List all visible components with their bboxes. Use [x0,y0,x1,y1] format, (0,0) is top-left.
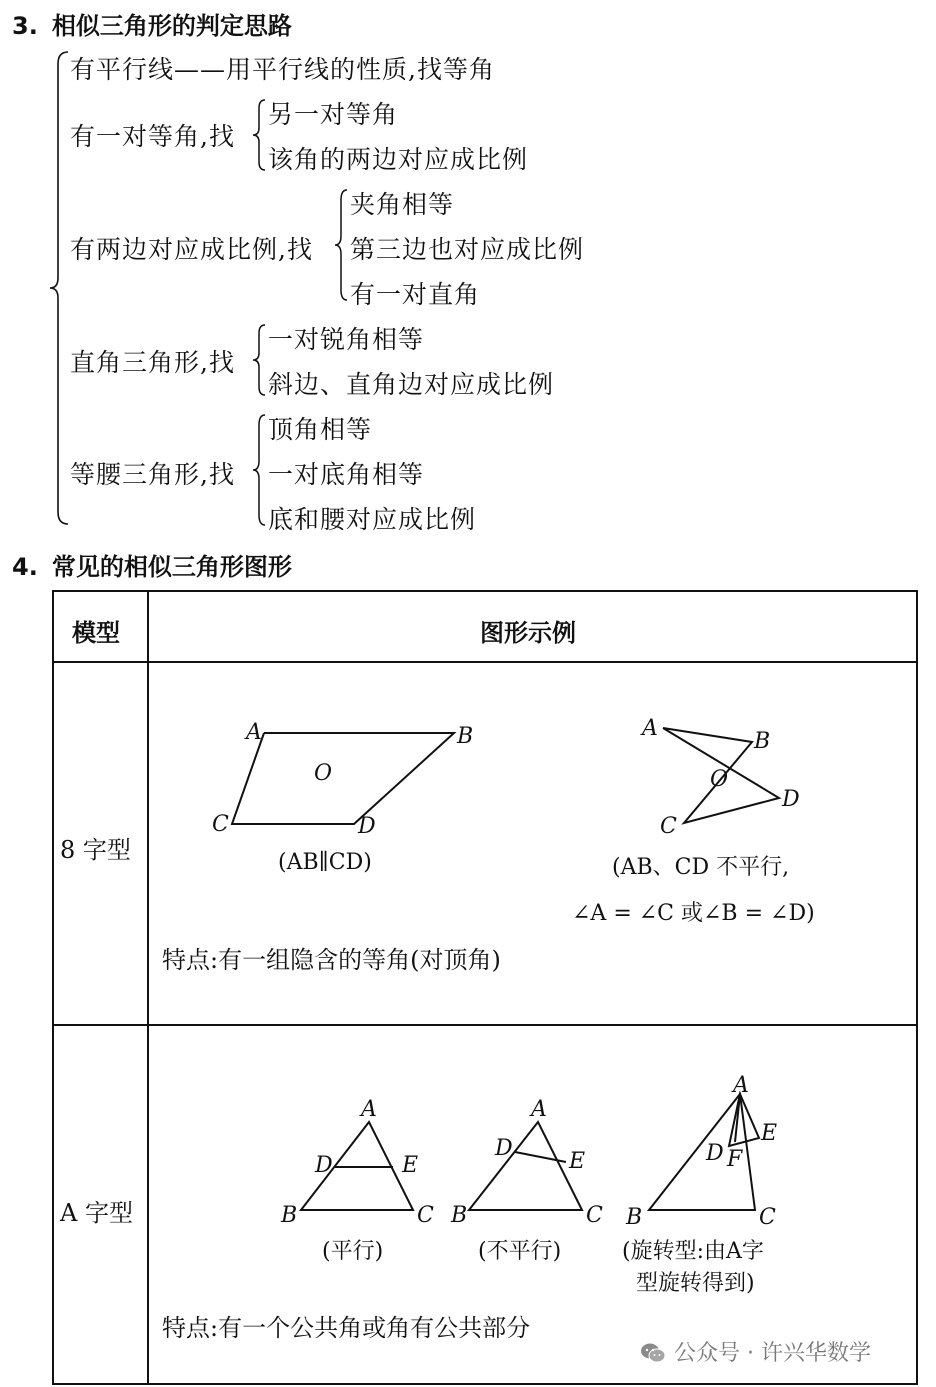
condition-equal-angle: 有一对等角,找 [70,122,235,151]
label-E: E [761,1121,778,1146]
header-example: 图形示例 [480,619,576,647]
label-D: D [706,1141,724,1166]
caption-A-parallel: (平行) [322,1239,384,1264]
option-third-side: 第三边也对应成比例 [350,235,585,264]
caption-A-nonparallel: (不平行) [478,1239,562,1264]
label-C: C [212,812,229,837]
caption-8-nonparallel-2: ∠A = ∠C 或∠B = ∠D) [572,901,815,926]
option-included-angle: 夹角相等 [350,190,455,219]
label-C: C [759,1205,776,1230]
option-apex-angle: 顶角相等 [268,415,373,444]
watermark [640,1336,871,1367]
column-divider [147,592,149,1383]
outer-brace [48,50,72,526]
label-D: D [495,1136,513,1161]
label-B: B [281,1203,298,1228]
model-8-shape: 8 字型 [60,836,131,864]
label-A: A [246,720,262,745]
section-3-number: 3. [12,12,38,40]
option-base-angle: 一对底角相等 [268,460,425,489]
label-E: E [402,1153,419,1178]
feature-A-shape: 特点:有一个公共角或角有公共部分 [162,1314,531,1342]
model-A-shape: A 字型 [60,1199,133,1227]
option-right-angle: 有一对直角 [350,280,481,309]
figure-A-parallel [279,1092,449,1242]
caption-A-rotated-2: 型旋转得到) [636,1271,755,1296]
label-C: C [417,1203,434,1228]
figure-A-rotated [614,1062,814,1230]
row-divider [54,1024,916,1026]
option-hypotenuse-leg: 斜边、直角边对应成比例 [268,370,555,399]
section-4-heading: 常见的相似三角形图形 [51,553,292,581]
label-A: A [531,1097,547,1122]
models-table [52,590,918,1385]
brace-two-sides [333,188,351,304]
caption-8-nonparallel-1: (AB、CD 不平行, [612,855,790,880]
condition-parallel: 有平行线——用平行线的性质,找等角 [70,55,495,84]
label-B: B [626,1205,643,1230]
label-E: E [569,1149,586,1174]
caption-A-rotated-1: (旋转型:由A字 [622,1239,764,1264]
caption-8-parallel: (AB∥CD) [278,850,372,875]
label-A: A [361,1097,377,1122]
section-3-heading: 相似三角形的判定思路 [51,12,292,40]
figure-A-nonparallel [449,1092,619,1242]
section-3-title [12,6,292,41]
label-D: D [358,814,376,839]
option-sides-proportional: 该角的两边对应成比例 [268,145,529,174]
brace-right-triangle [251,323,269,399]
option-acute-angle: 一对锐角相等 [268,325,425,354]
header-divider [54,661,916,663]
figure-8-nonparallel [604,707,864,847]
option-another-angle: 另一对等角 [268,100,399,129]
watermark-text: 公众号 · 许兴华数学 [674,1341,871,1366]
option-base-leg: 底和腰对应成比例 [268,505,477,534]
label-B: B [457,724,474,749]
feature-8-shape: 特点:有一组隐含的等角(对顶角) [162,946,501,974]
condition-right-triangle: 直角三角形,找 [70,348,235,377]
label-B: B [451,1203,468,1228]
brace-isosceles [251,413,269,529]
label-D: D [782,787,800,812]
wechat-icon [640,1342,666,1364]
label-C: C [586,1203,603,1228]
section-4-title [12,547,292,582]
label-A: A [642,716,658,741]
label-O: O [314,761,333,786]
label-C: C [660,814,677,839]
label-B: B [754,729,771,754]
figure-8-parallel [204,712,524,842]
header-model: 模型 [72,619,120,647]
label-F: F [727,1147,743,1172]
label-O: O [710,767,729,792]
section-4-number: 4. [12,553,38,581]
brace-equal-angle [251,98,269,174]
condition-isosceles: 等腰三角形,找 [70,460,235,489]
label-D: D [315,1153,333,1178]
condition-two-sides: 有两边对应成比例,找 [70,235,313,264]
label-A: A [733,1073,749,1098]
